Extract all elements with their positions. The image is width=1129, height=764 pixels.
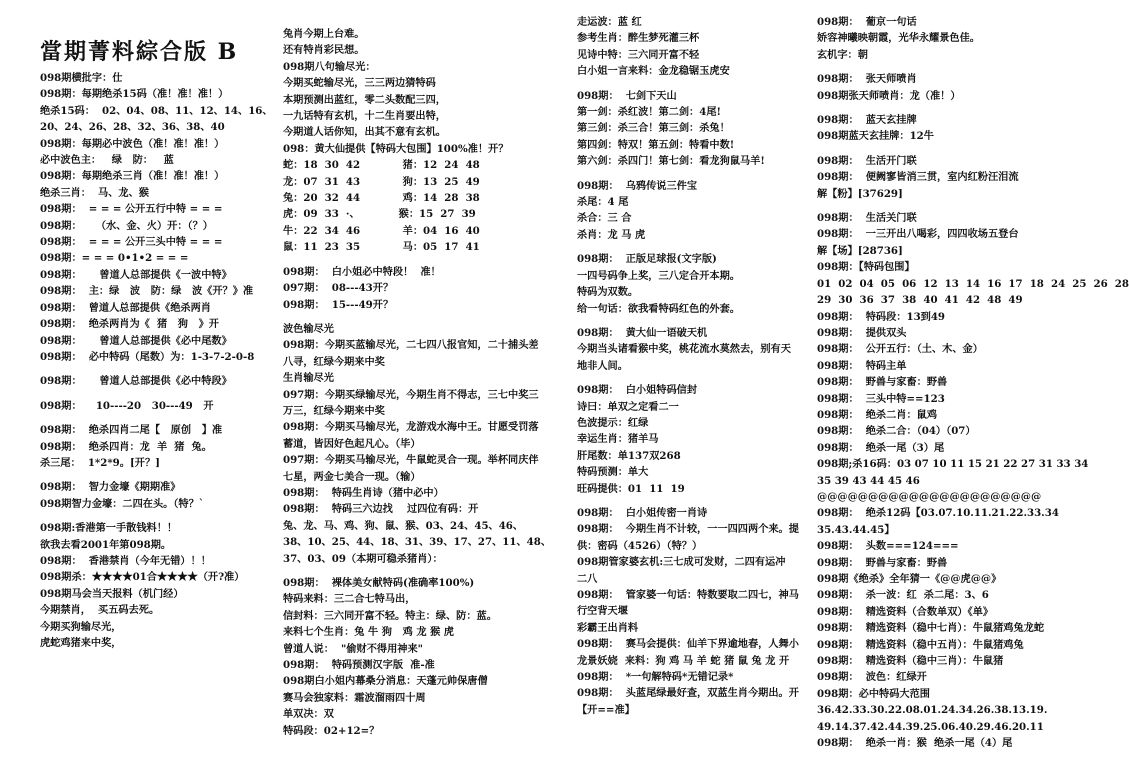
- text-line: 【开==准】: [577, 703, 635, 716]
- text-line: 01 02 04 05 06 12 13 14 16 17 18 24 25 26 28: [817, 277, 1129, 290]
- text-line: 牛：22 34 46 羊：04 16 40: [283, 224, 480, 237]
- text-line: 098期： 特码生肖诗（猪中必中）: [283, 486, 444, 499]
- text-line: 098期《绝杀》全年猜一《@@虎@@》: [817, 573, 1002, 585]
- text-line: 098期： 特码主单: [817, 359, 907, 372]
- text-line: 098期： = = = 公开五行中特 = = =: [40, 203, 223, 216]
- text-line: 第六剑：杀四门！第七剑：看龙狗鼠马羊!: [577, 155, 765, 168]
- spacer: [577, 497, 801, 505]
- text-line: 二八: [577, 572, 598, 585]
- text-line: 单双决：双: [283, 708, 334, 721]
- text-line: 098期： 黄大仙一语破天机: [577, 326, 708, 339]
- text-line: 生肖输尽光: [283, 372, 334, 385]
- text-line: 098期： 杀一波：红 杀二尾：3、6: [817, 589, 989, 602]
- text-line: 098期： 三头中特==123: [817, 392, 945, 405]
- text-line: 今期买狗输尽光，: [40, 620, 122, 633]
- spacer: [283, 256, 545, 264]
- spacer: [577, 317, 801, 325]
- text-line: 曾道人说： "偷财不得用神来": [283, 642, 423, 655]
- text-line: 今期买蛇输尽光，三三两边猜特码: [283, 77, 436, 90]
- text-line: 098期： 野兽与家畜：野兽: [817, 556, 948, 569]
- text-line: 098期： 绝杀12码【03.07.10.11.21.22.33.34: [817, 507, 1059, 520]
- text-line: 098期： 乌鸦传说三件宝: [577, 179, 698, 192]
- text-line: 38、10、25、44、18、31、39、17、27、11、48、: [283, 536, 552, 549]
- text-line: 098期： *一句解特码*无错记录*: [577, 671, 734, 684]
- text-line: 幸运生肖：猪羊马: [577, 433, 659, 446]
- text-line: 098期： 白小姐传密一肖诗: [577, 506, 708, 519]
- text-line: 绝杀三肖： 马、龙、猴: [40, 186, 149, 199]
- text-line: 098期： = = = 公开三头中特 = = =: [40, 236, 223, 249]
- spacer: [283, 313, 545, 321]
- text-line: 098期白小姐内幕桑分消息：天蓬元帅保唐僧: [283, 675, 488, 688]
- text-line: @@@@@@@@@@@@@@@@@@@@@@: [817, 490, 1042, 503]
- text-line: 098期： 提供双头: [817, 326, 907, 339]
- text-line: 098期： 精选资料（合数单双）《单》: [817, 605, 994, 618]
- text-line: 八寻，红绿今期来中奖: [283, 355, 385, 368]
- text-line: 098：黄大仙提供【特码大包围】100%准！开？: [283, 142, 509, 155]
- text-line: 098期： 赛马会提供：仙羊下界逾地春，人舞小: [577, 638, 799, 651]
- text-line: 098期： 曾道人总部提供《必中特段》: [40, 375, 232, 388]
- text-line: 098期： 主：绿 波 防：绿 波《开？》准: [40, 285, 254, 298]
- spacer: [40, 512, 262, 520]
- spacer: [40, 414, 262, 422]
- spacer: [283, 567, 545, 575]
- text-line: 色波提示：红绿: [577, 416, 649, 429]
- text-line: 098期： 10----20 30---49 开: [40, 399, 214, 412]
- text-line: 098期：今期买蓝输尽光，二七四八报官知，二十捕头差: [283, 339, 539, 352]
- text-line: 杀合：三 合: [577, 212, 632, 225]
- text-line: 098期： 精选资料（稳中五肖）：牛鼠猪鸡兔: [817, 638, 1024, 651]
- spacer: [577, 80, 801, 88]
- text-line: 还有特肖彩民想。: [283, 44, 365, 57]
- text-line: 098期： 张天师喷肖: [817, 73, 917, 86]
- text-line: 098期： 蓝天玄挂牌: [817, 114, 917, 127]
- text-line: 098期： 15---49开？: [283, 298, 394, 311]
- text-line: 098期马会当天报料（机门经）: [40, 587, 184, 600]
- text-line: 098期： 白小姐特码信封: [577, 384, 698, 397]
- spacer: [577, 243, 801, 251]
- text-line: 一四号码争上奖，三八定合开本期。: [577, 269, 740, 282]
- text-line: 098期： 裸体美女献特码(准确率100%): [283, 577, 475, 589]
- text-line: 098期： 精选资料（稳中七肖）：牛鼠猪鸡兔龙蛇: [817, 622, 1045, 635]
- text-line: 虎蛇鸡猪来中奖，: [40, 637, 122, 649]
- text-line: 信封料：三六同开富不轻。特主：绿、防：蓝。: [283, 609, 497, 622]
- text-line: 098期： 精选资料（稳中三肖）：牛鼠猪: [817, 655, 1004, 668]
- spacer: [40, 365, 262, 373]
- text-line: 必中波色主： 绿 防： 蓝: [40, 154, 174, 167]
- text-line: 第一剑：杀红波！第二剑：4尾!: [577, 106, 721, 119]
- text-line: 兔：20 32 44 鸡：14 28 38: [283, 192, 480, 205]
- text-line: 098期： 公开五行：（土、木、金）: [817, 343, 983, 356]
- text-line: 098期： 必中特码（尾数）为：1-3-7-2-0-8: [40, 350, 255, 363]
- text-line: 098期： 绝杀一尾（3）尾: [817, 441, 945, 454]
- spacer: [817, 202, 1049, 210]
- spacer: [817, 104, 1049, 112]
- text-line: 098期： 曾道人总部提供《必中尾数》: [40, 334, 232, 347]
- text-line: 35.43.44.45】: [817, 523, 895, 536]
- text-line: 098期横批字：仕: [40, 72, 123, 84]
- text-line: 098期： 管家婆一句话：特数要取二四七，神马: [577, 589, 799, 601]
- text-line: 097期：今期买马输尽光，牛鼠蛇灵合一现。举杯同庆伴: [283, 454, 539, 467]
- text-line: 097期：今期买绿输尽光，今期生肖不得志，三七中奖三: [283, 388, 539, 401]
- text-line: 彩霸王出肖料: [577, 621, 639, 634]
- text-line: 098期:香港第一手散钱料！！: [40, 522, 178, 535]
- text-line: 玄机字：朝: [817, 48, 868, 61]
- text-line: 兔肖今期上台难。: [283, 28, 365, 40]
- text-line: 098期： 便阙寥皆消三贯，室内红粉汪泪流: [817, 171, 1019, 184]
- text-line: 098期智力金壕：二四在头。（特？`: [40, 497, 204, 510]
- text-line: 098期： 特码预测汉字版 准-准: [283, 659, 435, 672]
- text-line: 097期： 08---43开？: [283, 282, 394, 295]
- text-line: 今期当头诸看猴中奖，桃花流水莫然去，别有天: [577, 343, 791, 356]
- text-line: 参考生肖：醉生梦死灌三杯: [577, 32, 700, 45]
- text-line: 098期： 葡京一句话: [817, 16, 917, 28]
- text-line: 098期： 七剑下天山: [577, 89, 677, 102]
- text-line: 36.42.33.30.22.08.01.24.34.26.38.13.19.: [817, 704, 1048, 717]
- text-line: 37、03、09（本期可稳杀猪肖）：: [283, 552, 443, 565]
- text-line: 098期：今期买马输尽光，龙游戏水海中王。甘愿受罚落: [283, 421, 539, 434]
- text-line: 欲我去看2001年第098期。: [40, 538, 172, 551]
- text-line: 特码为双数。: [577, 286, 639, 299]
- text-line: 解【粉】[37629]: [817, 187, 903, 200]
- text-line: 白小姐一言来料：金龙稳锯玉虎安: [577, 65, 730, 78]
- text-line: 098期： 生活开门联: [817, 154, 917, 167]
- text-line: 今期禁肖， 买五码去死。: [40, 604, 160, 617]
- text-line: 098期： 绝杀一肖：猴 绝杀一尾（4）尾: [817, 737, 1013, 750]
- spacer: [817, 145, 1049, 153]
- text-line: 蓄道，皆因好色起凡心。（毕）: [283, 437, 421, 450]
- text-line: 098期杀：★★★★01合★★★★（开?准）: [40, 571, 245, 584]
- text-line: 098期： 波色：红绿开: [817, 671, 927, 684]
- text-line: 诗曰：单双之定看二一: [577, 400, 679, 413]
- text-line: 098期：必中特码大范围: [817, 687, 930, 700]
- text-line: 098期;杀16码：03 07 10 11 15 21 22 27 31 33 34: [817, 458, 1089, 471]
- text-line: 今期道人话你知，出其不意有玄机。: [283, 126, 446, 139]
- text-line: 绝杀15码： 02、04、08、11、12、14、16、: [40, 104, 273, 117]
- text-line: 万三，红绿今期来中奖: [283, 404, 385, 417]
- text-line: 098期： 智力金壕《期期准》: [40, 481, 181, 494]
- text-line: 098期： 曾道人总部提供《绝杀两肖: [40, 301, 211, 314]
- text-line: 35 39 43 44 45 46: [817, 474, 920, 487]
- text-line: 098期： 曾道人总部提供《一波中特》: [40, 268, 232, 281]
- text-line: 蛇：18 30 42 猪：12 24 48: [283, 159, 480, 172]
- text-line: 波色输尽光: [283, 322, 334, 335]
- text-line: 098期： 头数===124===: [817, 540, 959, 553]
- text-line: 一九话特有玄机，十二生肖要出特，: [283, 110, 446, 123]
- text-line: 49.14.37.42.44.39.25.06.40.29.46.20.11: [817, 720, 1044, 733]
- text-line: 来料七个生肖：兔 牛 狗 鸡 龙 猴 虎: [283, 626, 454, 639]
- text-line: 098期： 特码段：13到49: [817, 310, 946, 323]
- text-line: 098期： 绝杀二肖：鼠鸡: [817, 408, 938, 421]
- text-line: 特码来料：三二合七特马出，: [283, 593, 416, 606]
- text-line: 098期： 绝杀两肖为《 猪 狗 》开: [40, 318, 219, 331]
- text-line: 鼠：11 23 35 马：05 17 41: [283, 241, 480, 254]
- text-line: 098期： 野兽与家畜：野兽: [817, 376, 948, 389]
- column-2: [283, 26, 552, 739]
- column-2-lines: [283, 26, 552, 739]
- text-line: 肝尾数：单137双268: [577, 449, 681, 462]
- text-line: 地非人间。: [577, 359, 628, 372]
- text-line: 098期：每期绝杀三肖（准！准！准！）: [40, 170, 225, 183]
- text-line: 098期张天师喷肖：龙（准！）: [817, 89, 961, 102]
- text-line: 098期： 绝杀四肖：龙 羊 猪 兔。: [40, 440, 212, 453]
- text-line: 供：密码（4526）（特？）: [577, 539, 703, 552]
- text-line: 旺码提供：01 11 19: [577, 482, 685, 495]
- text-line: 098期： 绝杀四肖二尾【 原创 】准: [40, 424, 223, 437]
- text-line: 098期： （水、金、火）开：（？）: [40, 219, 213, 232]
- text-line: 098期： 一三开出八喝彩，四四收场五登台: [817, 228, 1019, 241]
- spacer: [40, 390, 262, 398]
- column-3: [577, 14, 801, 718]
- text-line: 本期预测出蓝红，零二头数配三四，: [283, 93, 446, 106]
- text-line: 098期蓝天玄挂牌：12牛: [817, 130, 934, 143]
- column-1: [40, 38, 273, 651]
- text-line: 第四剑：特双！第五剑：特看中数!: [577, 138, 735, 151]
- text-line: 龙：07 31 43 狗：13 25 49: [283, 175, 480, 188]
- text-line: 098期：= = = 0•1•2 = = =: [40, 252, 189, 265]
- column-4: [817, 14, 1129, 751]
- text-line: 098期： 头蓝尾绿最好查，双蓝生肖今期出。开: [577, 687, 799, 700]
- column-3-lines: [577, 14, 801, 718]
- text-line: 七星，两金七美合一现。（输）: [283, 470, 421, 483]
- text-line: 29 30 36 37 38 40 41 42 48 49: [817, 294, 1023, 307]
- text-line: 098期： 正版足球报(文字版): [577, 253, 717, 266]
- text-line: 兔、龙、马、鸡、狗、鼠、猴、03、24、45、46、: [283, 519, 524, 532]
- text-line: 行空背天堰: [577, 605, 628, 618]
- text-line: 解【场】[28736]: [817, 244, 903, 257]
- page-title: 當期菁料綜合版 B: [40, 39, 239, 65]
- text-line: 098期： 香港禁肖（今年无错）！！: [40, 554, 211, 567]
- text-line: 第三剑：杀三合！第三剑：杀兔！: [577, 122, 730, 135]
- text-line: 098期：每期绝杀15码（准！准！准！）: [40, 88, 229, 101]
- text-line: 特码段：02+12=？: [283, 724, 380, 737]
- text-line: 给一句话：欲我看特码红色的外套。: [577, 302, 740, 315]
- text-line: 098期管家婆玄机:三七成可发财，二四有运冲: [577, 556, 786, 569]
- text-line: 娇容神曦映朝霞，光华永耀景色佳。: [817, 32, 980, 45]
- text-line: 098期： 生活关门联: [817, 212, 917, 225]
- column-4-lines: [817, 14, 1129, 751]
- text-line: 特码预测：单大: [577, 466, 649, 479]
- text-line: 赛马会独家料：霜波溜雨四十周: [283, 691, 426, 704]
- text-line: 098期： 特码三六边找 过四位有码：开: [283, 503, 479, 516]
- text-line: 098期：【特码包围】: [817, 261, 915, 274]
- text-line: 098期：每期必中波色（准！准！准！）: [40, 137, 225, 150]
- text-line: 098期八句输尽光：: [283, 60, 376, 73]
- spacer: [40, 471, 262, 479]
- text-line: 见诗中特：三六同开富不轻: [577, 48, 700, 61]
- spacer: [577, 374, 801, 382]
- text-line: 098期： 白小姐必中特段！ 准！: [283, 265, 441, 278]
- text-line: 098期： 绝杀二合：（04）（07）: [817, 425, 976, 438]
- text-line: 走运波：蓝 红: [577, 16, 642, 28]
- text-line: 虎：09 33 ·、 猴：15 27 39: [283, 208, 476, 221]
- text-line: 20、24、26、28、32、36、38、40: [40, 121, 225, 134]
- text-line: 龙景妖娆 来料：狗 鸡 马 羊 蛇 猪 鼠 兔 龙 开: [577, 654, 790, 667]
- text-line: 杀尾：4 尾: [577, 196, 629, 209]
- spacer: [817, 63, 1049, 71]
- text-line: 098期： 今期生肖不计较，一一四四两个来。提: [577, 523, 799, 536]
- column-1-lines: [40, 70, 273, 651]
- text-line: 杀三尾： 1*2*9。[开？]: [40, 456, 160, 469]
- spacer: [577, 170, 801, 178]
- text-line: 杀肖：龙 马 虎: [577, 228, 646, 241]
